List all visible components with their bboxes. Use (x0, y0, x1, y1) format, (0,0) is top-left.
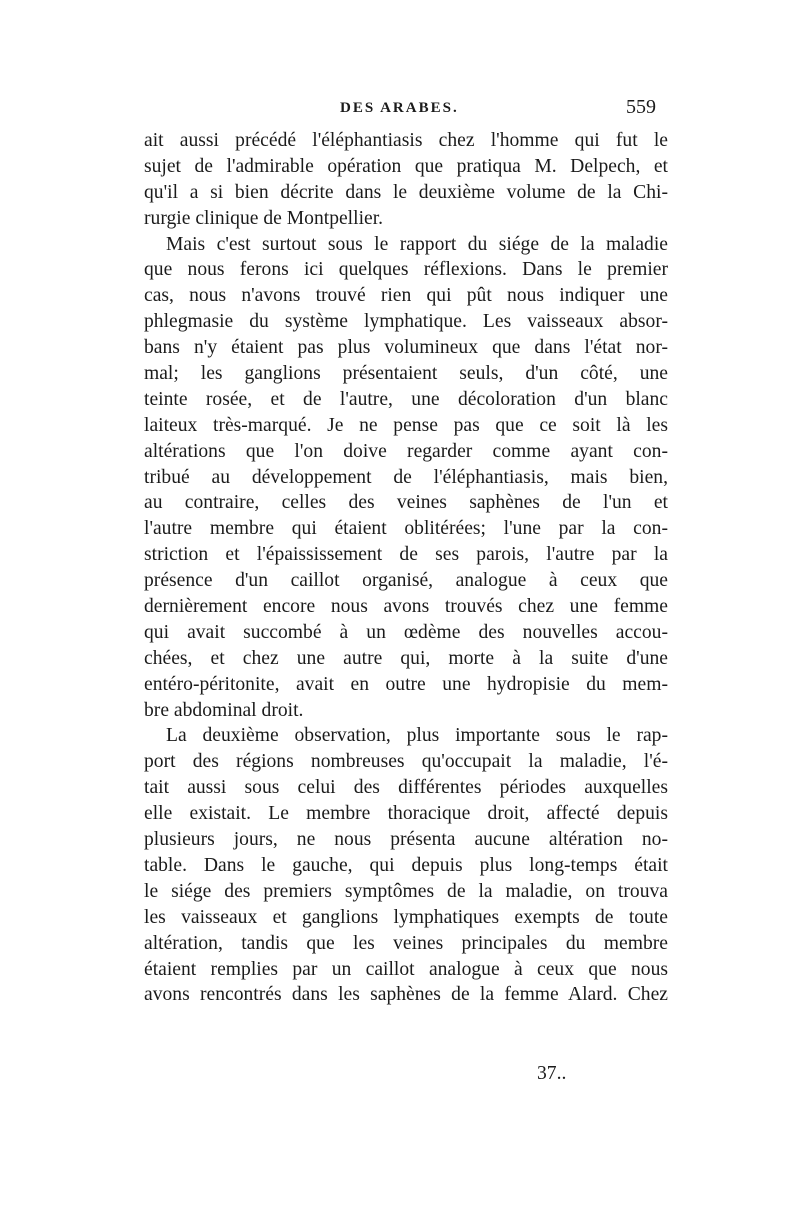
text-line: bre abdominal droit. (144, 699, 304, 721)
page-number: 559 (626, 96, 656, 118)
text-line: La deuxième observation, plus importante sous le rap- (166, 725, 668, 747)
running-title: DES ARABES. (340, 100, 459, 116)
text-line: table. Dans le gauche, qui depuis plus long-temps était (144, 854, 668, 876)
catchword: 37.. (537, 1063, 567, 1084)
text-line: altérations que l'on doive regarder comme ayant con- (144, 440, 668, 462)
text-line: striction et l'épaississement de ses parois, l'autre par la (144, 544, 668, 566)
text-line: tribué au développement de l'éléphantiasis, mais bien, (144, 466, 668, 488)
text-line: ait aussi précédé l'éléphantiasis chez l'homme qui fut le (144, 130, 668, 151)
body-text (144, 128, 668, 1008)
text-line: les vaisseaux et ganglions lymphatiques exempts de toute (144, 906, 668, 928)
text-line: le siége des premiers symptômes de la maladie, on trouva (144, 880, 668, 902)
text-line: qui avait succombé à un œdème des nouvelles accou- (144, 621, 668, 643)
text-line: l'autre membre qui étaient oblitérées; l'une par la con- (144, 518, 668, 540)
text-line: bans n'y étaient pas plus volumineux que dans l'état nor- (144, 337, 668, 359)
text-line: phlegmasie du système lymphatique. Les vaisseaux absor- (144, 311, 668, 333)
text-line: étaient remplies par un caillot analogue à ceux que nous (144, 958, 668, 980)
text-line: Mais c'est surtout sous le rapport du siége de la maladie (166, 233, 668, 255)
text-line: cas, nous n'avons trouvé rien qui pût nous indiquer une (144, 285, 668, 307)
text-line: au contraire, celles des veines saphènes de l'un et (144, 492, 668, 514)
text-line: dernièrement encore nous avons trouvés chez une femme (144, 596, 668, 618)
text-line: qu'il a si bien décrite dans le deuxième volume de la Chi- (144, 181, 668, 203)
text-line: tait aussi sous celui des différentes périodes auxquelles (144, 777, 668, 799)
text-line: elle existait. Le membre thoracique droit, affecté depuis (144, 803, 668, 825)
text-line: présence d'un caillot organisé, analogue à ceux que (144, 570, 668, 592)
text-line: sujet de l'admirable opération que pratiqua M. Delpech, et (144, 155, 668, 177)
text-line: altération, tandis que les veines principales du membre (144, 932, 668, 954)
text-line: laiteux très-marqué. Je ne pense pas que ce soit là les (144, 414, 668, 436)
text-line: port des régions nombreuses qu'occupait la maladie, l'é- (144, 751, 668, 773)
text-line: avons rencontrés dans les saphènes de la femme Alard. Chez (144, 984, 668, 1006)
text-line: teinte rosée, et de l'autre, une décoloration d'un blanc (144, 388, 668, 410)
text-line: rurgie clinique de Montpellier. (144, 207, 384, 229)
text-line: chées, et chez une autre qui, morte à la suite d'une (144, 647, 668, 669)
text-line: entéro-péritonite, avait en outre une hydropisie du mem- (144, 673, 668, 695)
text-line: plusieurs jours, ne nous présenta aucune altération no- (144, 829, 668, 851)
text-line: que nous ferons ici quelques réflexions. Dans le premier (144, 259, 668, 281)
text-line: mal; les ganglions présentaient seuls, d'un côté, une (144, 363, 668, 385)
